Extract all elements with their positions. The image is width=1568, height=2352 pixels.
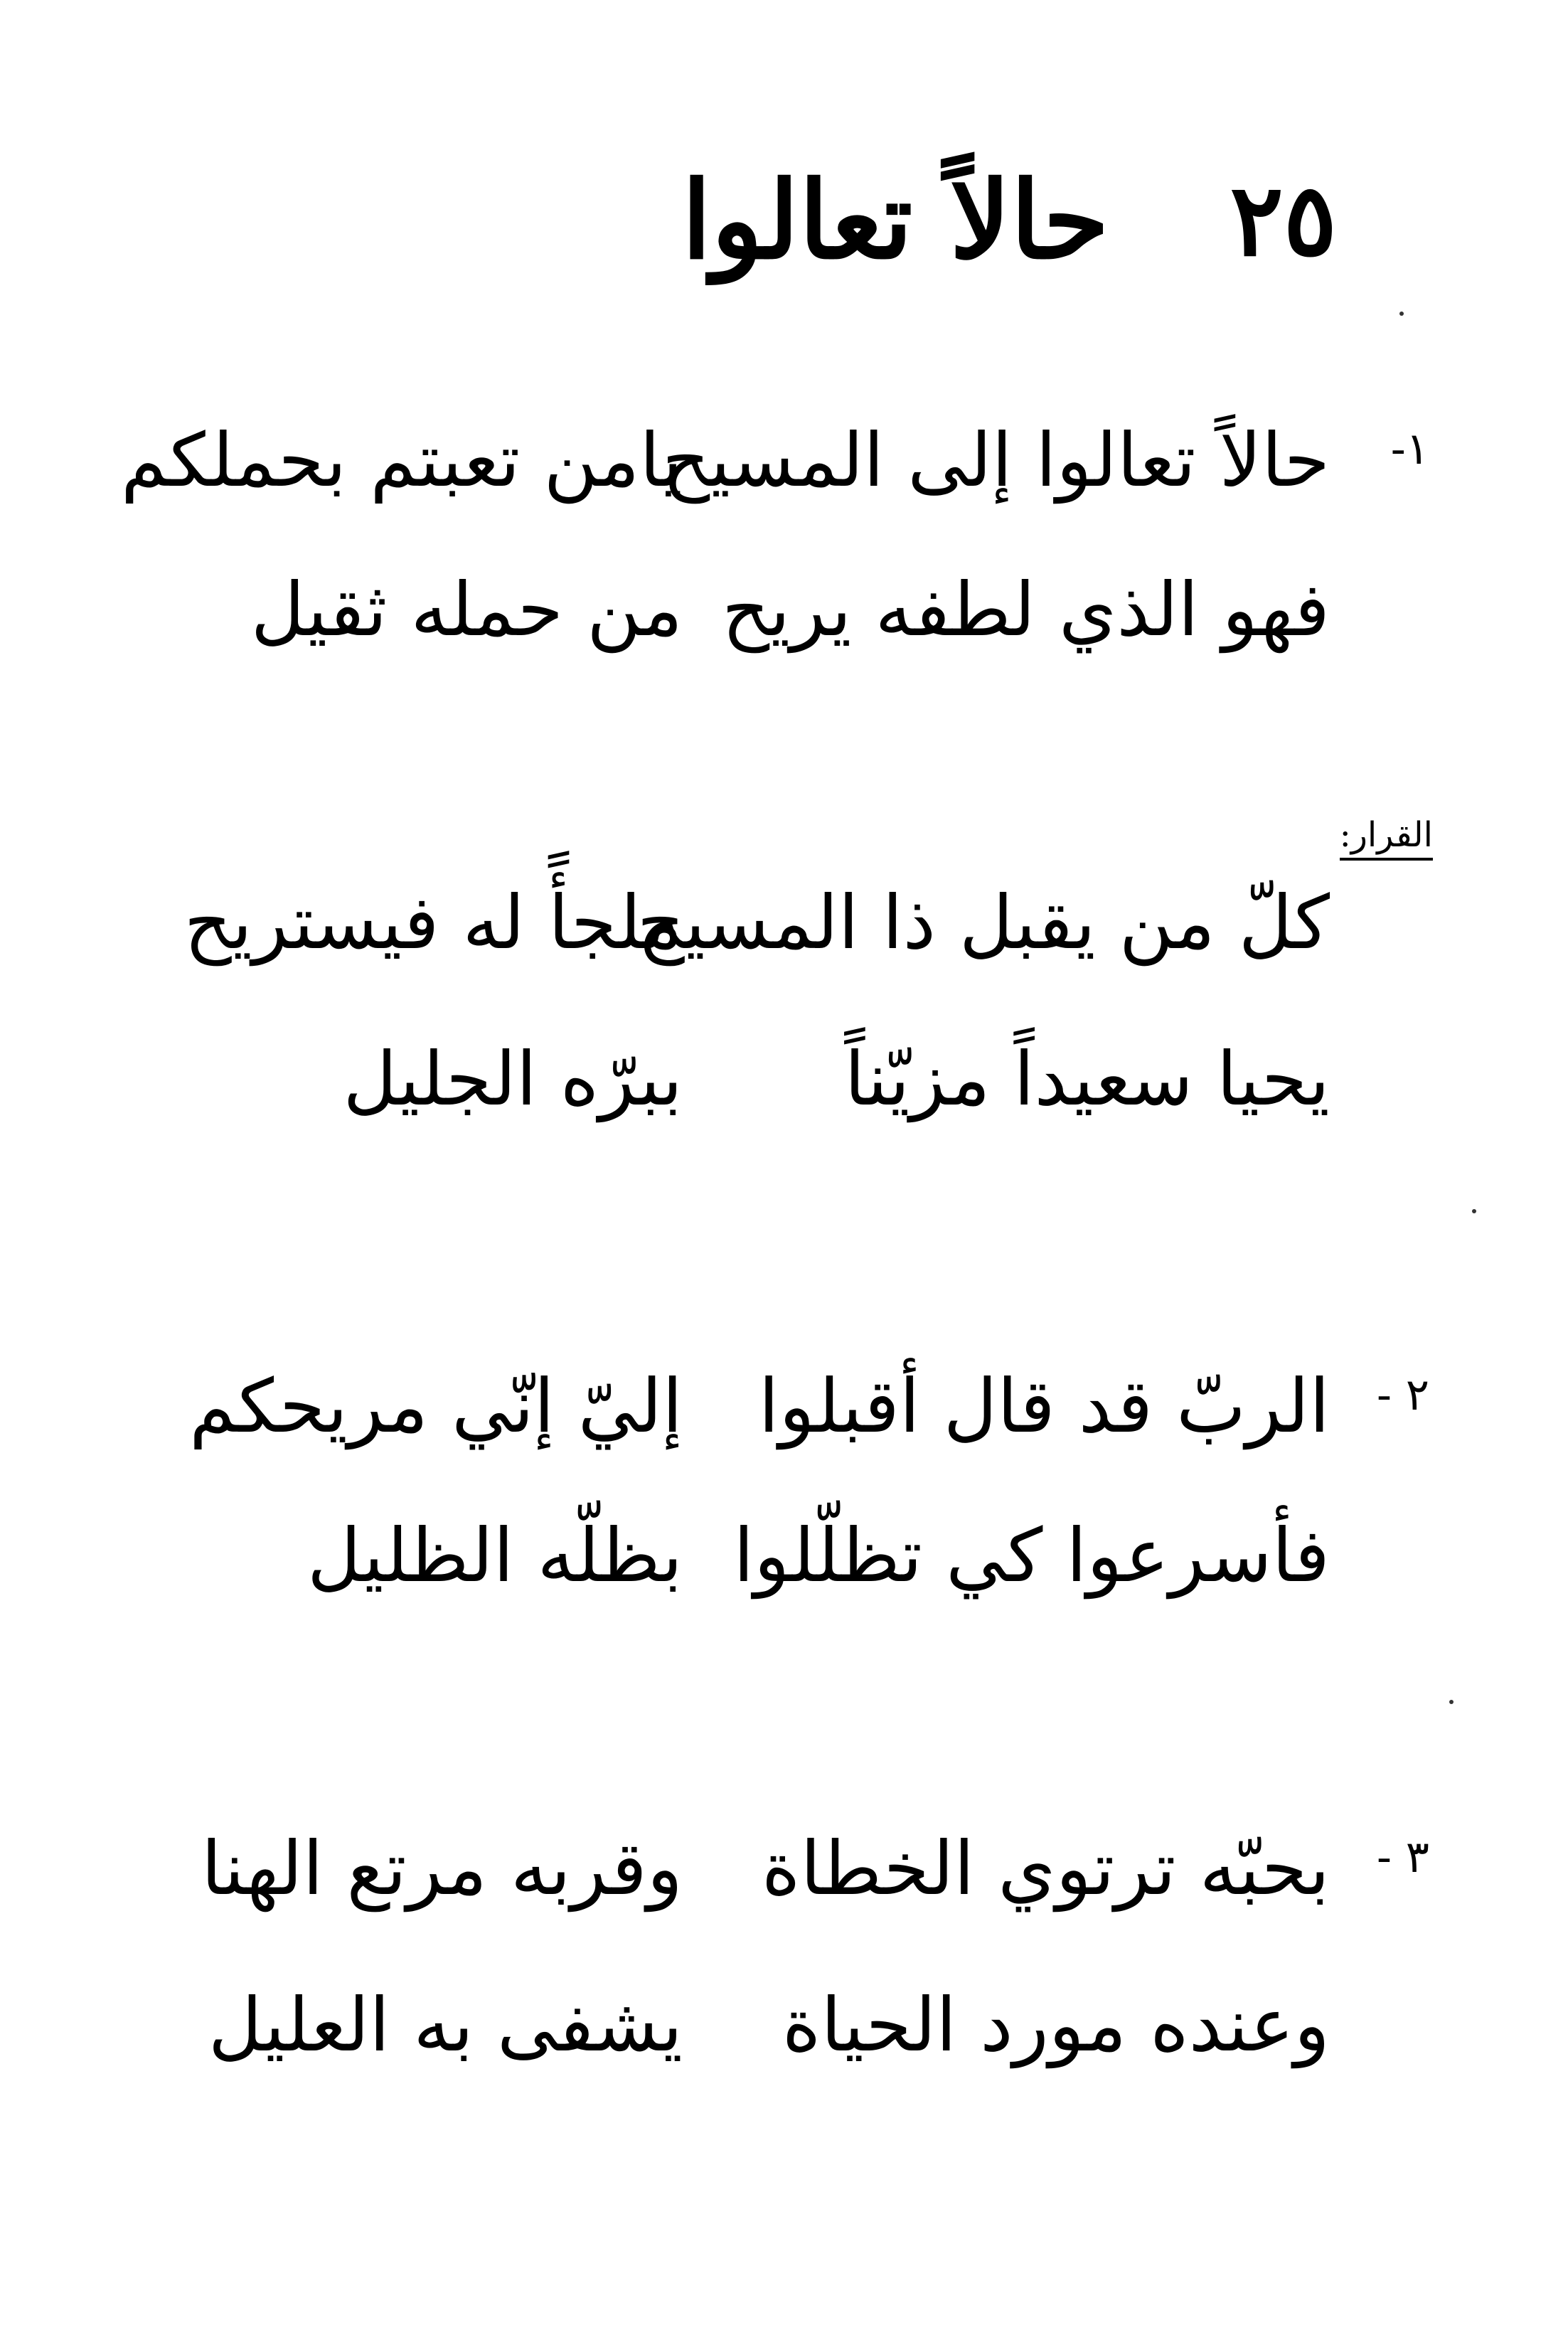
first-hemistich: فأسرعوا كي تظلّلوا xyxy=(733,1512,1330,1599)
hymn-title: حالاً تعالوا xyxy=(681,158,1109,283)
verse-line xyxy=(64,413,1429,533)
verse-line xyxy=(64,1031,1429,1152)
hymn-number: ٢٥ xyxy=(1230,162,1337,279)
hymn-header xyxy=(498,135,1337,306)
first-hemistich: كلّ من يقبل ذا المسيح xyxy=(636,879,1330,966)
verse-line xyxy=(64,1358,1429,1479)
verse-line xyxy=(64,875,1429,996)
first-hemistich: بحبّه ترتوي الخطاة xyxy=(762,1825,1330,1912)
second-hemistich: وقربه مرتع الهنا xyxy=(201,1825,683,1912)
first-hemistich: وعنده مورد الحياة xyxy=(782,1981,1330,2068)
verse-line xyxy=(64,562,1429,683)
second-hemistich: إليّ إنّي مريحكم xyxy=(189,1363,683,1449)
first-hemistich: فهو الذي لطفه يريح xyxy=(722,566,1330,653)
second-hemistich: يامن تعبتم بحملكم xyxy=(120,417,683,504)
scan-speck xyxy=(1472,1209,1476,1213)
verse-line xyxy=(64,1508,1429,1629)
first-hemistich: يحيا سعيداً مزيّناً xyxy=(844,1036,1330,1122)
second-hemistich: من حمله ثقيل xyxy=(250,566,683,653)
second-hemistich: بظلّه الظليل xyxy=(307,1512,683,1599)
verse-number: ١- xyxy=(1390,422,1429,474)
second-hemistich: يشفى به العليل xyxy=(208,1981,683,2068)
scan-speck xyxy=(1449,1700,1454,1704)
verse-line xyxy=(64,1821,1429,1942)
scan-speck xyxy=(1399,312,1404,316)
refrain-label: القرار: xyxy=(1340,818,1433,861)
second-hemistich: ببرّه الجليل xyxy=(343,1036,683,1122)
first-hemistich: الربّ قد قال أقبلوا xyxy=(758,1363,1330,1449)
verse-line xyxy=(64,1977,1429,2098)
second-hemistich: ملجأً له فيستريح xyxy=(183,879,683,966)
verse-number: ٣ - xyxy=(1377,1831,1429,1883)
first-hemistich: حالاً تعالوا إلى المسيح xyxy=(662,417,1330,504)
verse-number: ٢ - xyxy=(1377,1368,1429,1420)
